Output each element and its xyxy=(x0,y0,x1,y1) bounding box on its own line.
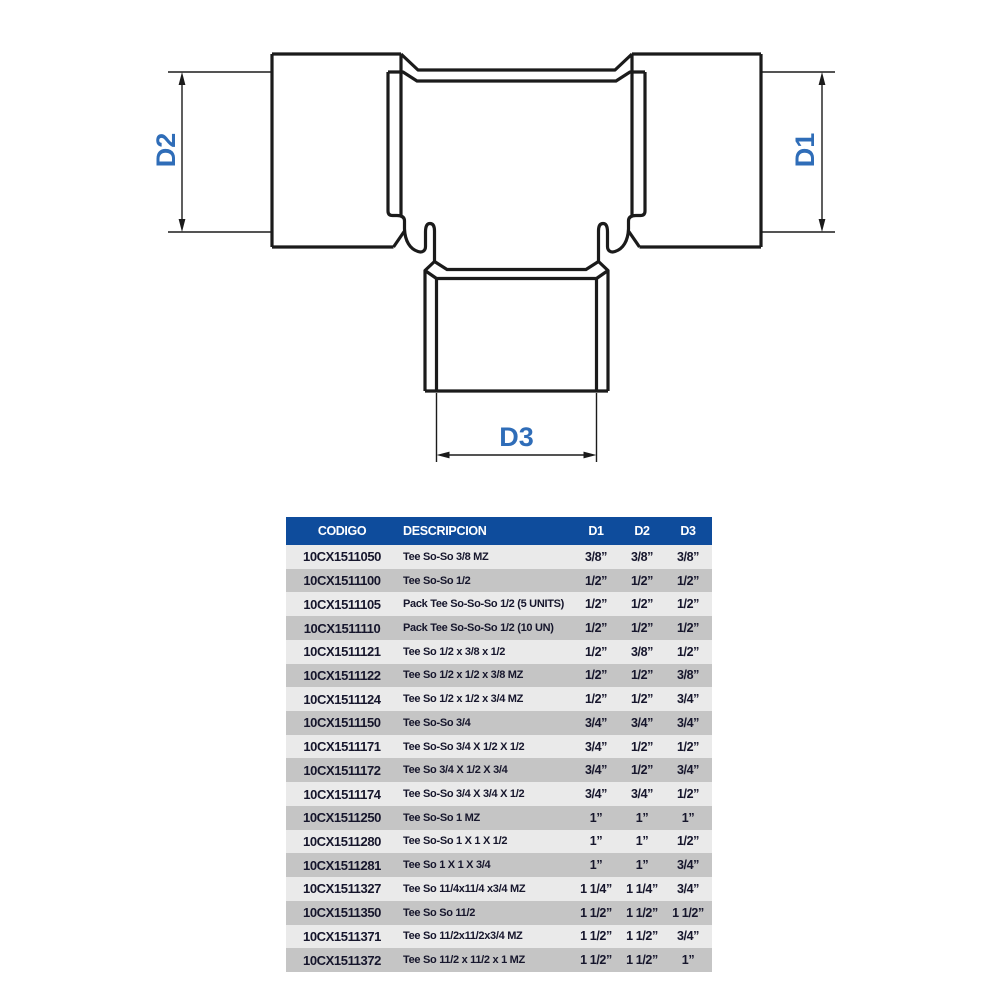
table-row xyxy=(286,735,712,759)
cell-descripcion: Tee So 11/2 x 11/2 x 1 MZ xyxy=(403,954,525,967)
body-top-and-right-socket-outline xyxy=(401,54,761,247)
header-d3: D3 xyxy=(680,524,696,538)
d3-label: D3 xyxy=(499,422,534,452)
cell-d3: 3/4” xyxy=(676,692,700,707)
cell-descripcion: Tee So So 11/2 xyxy=(403,906,476,919)
table-row xyxy=(286,664,712,688)
table-row xyxy=(286,640,712,664)
cell-codigo: 10CX1511121 xyxy=(303,644,381,660)
cell-codigo: 10CX1511174 xyxy=(303,786,381,802)
cell-d1: 3/4” xyxy=(584,763,608,778)
cell-d2: 1/2” xyxy=(630,668,654,683)
cell-codigo: 10CX1511350 xyxy=(302,905,381,921)
left-socket-chamfer xyxy=(394,231,405,247)
right-junction-hook xyxy=(599,72,646,391)
cell-descripcion: Tee So 11/4x11/4 x3/4 MZ xyxy=(403,882,526,895)
cell-d1: 1 1/2” xyxy=(580,905,612,920)
table-row xyxy=(286,877,712,901)
cell-d1: 1 1/2” xyxy=(580,929,612,944)
cell-d3: 1/2” xyxy=(676,573,700,588)
table-row xyxy=(286,901,712,925)
cell-codigo: 10CX1511110 xyxy=(303,620,381,636)
cell-d3: 1/2” xyxy=(676,644,700,659)
cell-descripcion: Pack Tee So-So-So 1/2 (5 UNITS) xyxy=(403,598,565,611)
d1-label: D1 xyxy=(790,132,820,168)
cell-d3: 1 1/2” xyxy=(672,905,704,920)
cell-d1: 1/2” xyxy=(584,573,608,588)
cell-codigo: 10CX1511105 xyxy=(303,596,381,612)
cell-d2: 1/2” xyxy=(630,692,654,707)
table-row xyxy=(286,711,712,735)
branch-bore-and-mouth xyxy=(425,279,608,392)
header-d2: D2 xyxy=(634,524,650,538)
cell-d3: 1/2” xyxy=(676,597,700,612)
cell-codigo: 10CX1511124 xyxy=(303,691,381,707)
cell-d3: 3/4” xyxy=(676,715,700,730)
cell-descripcion: Tee So 1/2 x 1/2 x 3/8 MZ xyxy=(403,669,524,682)
cell-d2: 1” xyxy=(635,858,649,873)
cell-d1: 3/4” xyxy=(584,715,608,730)
cell-d1: 1/2” xyxy=(584,621,608,636)
cell-d1: 1” xyxy=(589,810,603,825)
dimension-extension-lines xyxy=(168,72,835,462)
cell-codigo: 10CX1511150 xyxy=(303,715,381,731)
cell-codigo: 10CX1511280 xyxy=(302,833,381,849)
cell-d1: 1/2” xyxy=(584,597,608,612)
cell-d2: 3/8” xyxy=(630,644,654,659)
cell-d2: 3/8” xyxy=(630,549,654,564)
d2-label: D2 xyxy=(151,132,181,168)
cell-descripcion: Tee So 11/2x11/2x3/4 MZ xyxy=(403,930,523,943)
table-row xyxy=(286,948,712,972)
cell-codigo: 10CX1511250 xyxy=(302,810,381,826)
cell-d3: 1/2” xyxy=(676,621,700,636)
cell-descripcion: Tee So-So 3/4 X 3/4 X 1/2 xyxy=(403,788,525,801)
cell-d2: 1” xyxy=(635,810,649,825)
cell-d2: 1” xyxy=(635,834,649,849)
cell-d1: 3/4” xyxy=(584,787,608,802)
cell-d3: 1/2” xyxy=(676,787,700,802)
cell-descripcion: Tee So 1/2 x 3/8 x 1/2 xyxy=(403,645,506,658)
table-row xyxy=(286,758,712,782)
body-top-inner-line xyxy=(388,72,645,81)
cell-d3: 1/2” xyxy=(676,739,700,754)
table-row xyxy=(286,569,712,593)
table-row xyxy=(286,806,712,830)
table-row xyxy=(286,545,712,569)
header-descripcion: DESCRIPCION xyxy=(403,524,487,538)
cell-descripcion: Pack Tee So-So-So 1/2 (10 UN) xyxy=(403,622,554,635)
left-junction-hook xyxy=(388,72,435,391)
table-row xyxy=(286,925,712,949)
header-codigo: CODIGO xyxy=(317,524,367,538)
cell-d3: 3/4” xyxy=(676,763,700,778)
cell-d2: 1 1/4” xyxy=(626,881,658,896)
cell-codigo: 10CX1511172 xyxy=(303,762,381,778)
table-row xyxy=(286,592,712,616)
cell-codigo: 10CX1511050 xyxy=(302,549,381,565)
cell-codigo: 10CX1511100 xyxy=(303,573,381,589)
cell-descripcion: Tee So-So 1 X 1 X 1/2 xyxy=(403,835,508,848)
cell-descripcion: Tee So 1 X 1 X 3/4 xyxy=(403,859,491,872)
table-row xyxy=(286,853,712,877)
cell-d3: 3/4” xyxy=(676,929,700,944)
right-socket-chamfer xyxy=(629,231,640,247)
cell-d2: 1/2” xyxy=(630,573,654,588)
cell-d2: 3/4” xyxy=(630,715,654,730)
cell-d2: 1/2” xyxy=(630,621,654,636)
cell-d1: 1 1/2” xyxy=(580,953,612,968)
cell-d2: 1 1/2” xyxy=(626,929,658,944)
cell-d1: 1” xyxy=(589,834,603,849)
cell-descripcion: Tee So-So 3/4 X 1/2 X 1/2 xyxy=(403,740,525,753)
product-spec-table xyxy=(286,517,712,972)
cell-d1: 1/2” xyxy=(584,644,608,659)
table-header-row xyxy=(286,517,712,545)
cell-descripcion: Tee So 3/4 X 1/2 X 3/4 xyxy=(403,764,508,777)
cell-descripcion: Tee So-So 3/8 MZ xyxy=(403,550,489,563)
cell-d3: 3/8” xyxy=(676,549,700,564)
cell-codigo: 10CX1511372 xyxy=(302,952,381,968)
cell-descripcion: Tee So-So 1 MZ xyxy=(403,811,480,824)
table-row xyxy=(286,830,712,854)
cell-d1: 3/4” xyxy=(584,739,608,754)
cell-d3: 3/4” xyxy=(676,858,700,873)
cell-d3: 3/8” xyxy=(676,668,700,683)
cell-d2: 1/2” xyxy=(630,597,654,612)
cell-d3: 1/2” xyxy=(676,834,700,849)
cell-d1: 1/2” xyxy=(584,692,608,707)
table-body xyxy=(286,545,712,972)
table-row xyxy=(286,782,712,806)
cell-descripcion: Tee So-So 3/4 xyxy=(403,716,471,729)
cell-d2: 1 1/2” xyxy=(626,953,658,968)
cell-codigo: 10CX1511327 xyxy=(302,881,381,897)
cell-d1: 1/2” xyxy=(584,668,608,683)
cell-d1: 1 1/4” xyxy=(580,881,612,896)
cell-descripcion: Tee So-So 1/2 xyxy=(403,574,471,587)
cell-codigo: 10CX1511281 xyxy=(302,857,381,873)
table-row xyxy=(286,687,712,711)
cell-d2: 1 1/2” xyxy=(626,905,658,920)
branch-bell-shoulders xyxy=(425,262,608,279)
cell-d3: 1” xyxy=(681,810,695,825)
header-d1: D1 xyxy=(588,524,604,538)
cell-d3: 1” xyxy=(681,953,695,968)
cell-d2: 1/2” xyxy=(630,739,654,754)
cell-codigo: 10CX1511171 xyxy=(303,739,381,755)
cell-d1: 3/8” xyxy=(584,549,608,564)
cell-descripcion: Tee So 1/2 x 1/2 x 3/4 MZ xyxy=(403,693,524,706)
cell-d1: 1” xyxy=(589,858,603,873)
cell-d3: 3/4” xyxy=(676,881,700,896)
cell-d2: 1/2” xyxy=(630,763,654,778)
table-row xyxy=(286,616,712,640)
left-socket-outline xyxy=(272,54,401,247)
cell-codigo: 10CX1511371 xyxy=(302,928,381,944)
cell-d2: 3/4” xyxy=(630,787,654,802)
cell-codigo: 10CX1511122 xyxy=(303,667,381,683)
